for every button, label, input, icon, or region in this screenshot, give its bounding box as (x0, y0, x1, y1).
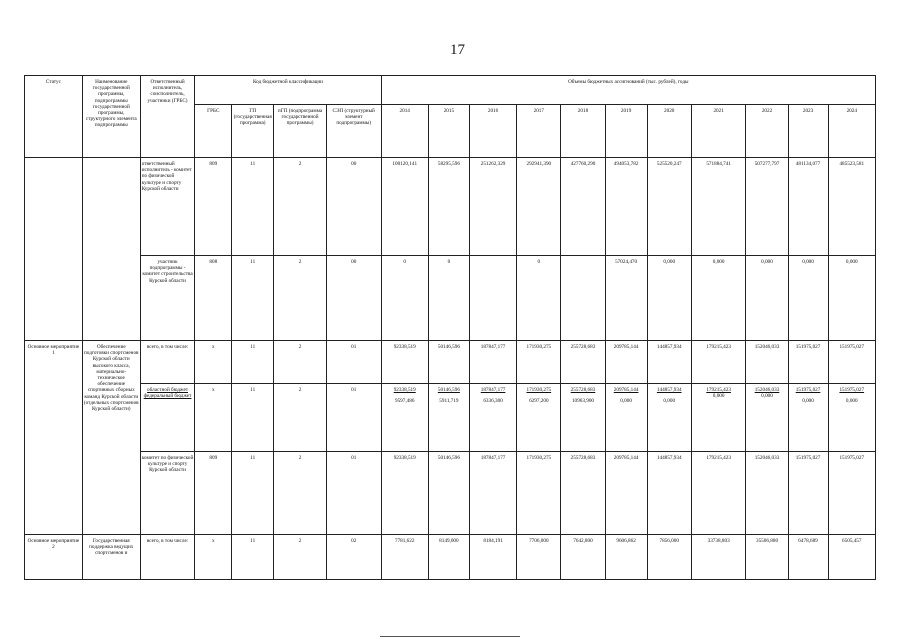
header-year: 2016 (469, 105, 516, 158)
cell-value: 0,000 (647, 256, 691, 341)
table-row (25, 341, 876, 384)
header-year: 2020 (647, 105, 691, 158)
value-line-1: 209785,144 (613, 387, 639, 393)
cell-executor: комитет по физической культуре и спорту Курской области (140, 452, 195, 535)
cell-value: 151975,027 (788, 341, 828, 384)
cell-value: 144857,934 (647, 341, 691, 384)
cell-value: 481134,077 (788, 158, 828, 256)
cell-gp: 11 (232, 384, 274, 452)
cell-pgp: 2 (274, 452, 327, 535)
value-line-2: 5911,719 (439, 398, 459, 405)
cell-pgp: 2 (274, 158, 327, 256)
value-line-2: 0,000 (845, 398, 858, 405)
cell-gp: 11 (232, 256, 274, 341)
cell-value: 152046,033 (746, 341, 788, 384)
table-row (25, 158, 876, 256)
cell-value (469, 256, 516, 341)
cell-value: 0 (428, 256, 469, 341)
cell-value: 179215,423 (691, 341, 746, 384)
cell-value: 292941,390 (517, 158, 561, 256)
table-row (25, 452, 876, 535)
cell-value: 33738,803 (691, 535, 746, 580)
header-year: 2023 (788, 105, 828, 158)
cell-value: 151975,027 (828, 452, 875, 535)
cell-gp: 11 (232, 341, 274, 384)
cell-value: 171930,275 (517, 452, 561, 535)
cell-gp: 11 (232, 452, 274, 535)
cell-status: Основное мероприятие 1 (25, 341, 83, 535)
cell-value: 209785,144 (605, 452, 647, 535)
header-volume-group: Объемы бюджетных ассигнований (тыс. рублей), годы (381, 76, 875, 105)
header-name: Наименование государственной программы, подпрограммы государственной программы, структурного элемента подпрограммы (82, 76, 140, 158)
cell-value (828, 384, 875, 452)
cell-value (746, 384, 788, 452)
value-line-1: 152046,033 (754, 387, 780, 393)
cell-executor-text: областной бюджет федеральный бюджет (143, 387, 192, 400)
cell-name (82, 158, 140, 341)
header-year: 2018 (561, 105, 605, 158)
cell-value (605, 384, 647, 452)
cell-value: 485523,581 (828, 158, 875, 256)
value-line-2: 0,000 (712, 393, 725, 400)
header-code: ГП (государственная программа) (232, 105, 274, 158)
header-year: 2014 (381, 105, 428, 158)
table-row (25, 384, 876, 452)
header-row-1 (25, 76, 876, 105)
value-line-1: 255728,683 (570, 387, 596, 393)
cell-pgp: 2 (274, 256, 327, 341)
cell-value: 151975,027 (788, 452, 828, 535)
cell-value (517, 384, 561, 452)
cell-name: Государственная поддержка ведущих спортсменов и (82, 535, 140, 580)
header-year: 2015 (428, 105, 469, 158)
cell-gp: 11 (232, 158, 274, 256)
cell-grbs: х (195, 535, 232, 580)
cell-value: 0 (517, 256, 561, 341)
page-number: 17 (450, 42, 465, 58)
cell-value: 151975,027 (828, 341, 875, 384)
cell-sep: 00 (326, 256, 381, 341)
value-line-2: 9597,486 (394, 398, 415, 405)
cell-grbs: 809 (195, 158, 232, 256)
value-line-2: 0,000 (761, 393, 773, 400)
cell-value (469, 384, 516, 452)
cell-value: 0,000 (746, 256, 788, 341)
cell-value: 251262,329 (469, 158, 516, 256)
cell-value: 427760,290 (561, 158, 605, 256)
cell-value: 0,000 (691, 256, 746, 341)
cell-sep: 01 (326, 452, 381, 535)
cell-grbs: 809 (195, 452, 232, 535)
value-line-1: 144857,934 (656, 387, 682, 393)
value-line-2: 6297,200 (529, 398, 549, 405)
cell-grbs: 808 (195, 256, 232, 341)
header-year: 2024 (828, 105, 875, 158)
value-line-2: 0,000 (663, 398, 676, 405)
cell-name: Обеспечение подготовки спортсменов Курской области высокого класса, материально-техническое обеспечение спортивных сборных команд Курской области (отдельных спортсменов Курской области) (82, 341, 140, 535)
header-status: Статус (25, 76, 83, 158)
cell-value: 92338,519 (381, 341, 428, 384)
cell-value: 92338,519 (381, 452, 428, 535)
cell-value: 7781,622 (381, 535, 428, 580)
cell-value: 525520,247 (647, 158, 691, 256)
cell-value (788, 384, 828, 452)
cell-value: 6478,689 (788, 535, 828, 580)
cell-gp: 11 (232, 535, 274, 580)
cell-status (25, 158, 83, 341)
cell-value (381, 384, 428, 452)
header-executor: Ответственный исполнитель, соисполнитель, участники (ГРБС) (140, 76, 195, 158)
budget-table (24, 75, 876, 580)
cell-value: 144857,934 (647, 452, 691, 535)
value-line-2: 6336,300 (483, 398, 503, 405)
cell-value: 187847,177 (469, 452, 516, 535)
cell-pgp: 2 (274, 535, 327, 580)
cell-value: 35506,880 (746, 535, 788, 580)
cell-value: 57024,470 (605, 256, 647, 341)
cell-value: 0 (381, 256, 428, 341)
cell-executor: всего, в том числе: (140, 341, 195, 384)
cell-value: 179215,423 (691, 452, 746, 535)
cell-value: 187847,177 (469, 341, 516, 384)
cell-value: 171930,275 (517, 341, 561, 384)
cell-sep: 01 (326, 341, 381, 384)
cell-executor (140, 384, 195, 452)
cell-pgp: 2 (274, 384, 327, 452)
value-line-1: 179215,423 (706, 387, 731, 393)
header-code: СЭП (структурный элемент подпрограммы) (326, 105, 381, 158)
cell-executor: ответственный исполнитель - комитет по физической культуре и спорту Курской области (140, 158, 195, 256)
value-line-1: 187847,177 (480, 387, 506, 393)
header-code: пГП (подпрограмма государственной программы) (274, 105, 327, 158)
table-row (25, 256, 876, 341)
value-line-1: 151975,027 (839, 387, 865, 393)
value-line-1: 171930,275 (526, 387, 552, 393)
cell-value: 50146,596 (428, 341, 469, 384)
cell-sep: 01 (326, 384, 381, 452)
cell-value (428, 384, 469, 452)
bottom-rule (380, 636, 520, 637)
cell-value (647, 384, 691, 452)
header-year: 2019 (605, 105, 647, 158)
cell-value (691, 384, 746, 452)
cell-value: 0,000 (788, 256, 828, 341)
table-row (25, 535, 876, 580)
cell-value: 255728,683 (561, 341, 605, 384)
cell-value: 100120,141 (381, 158, 428, 256)
cell-value: 494053,782 (605, 158, 647, 256)
cell-value: 7642,800 (561, 535, 605, 580)
cell-grbs: х (195, 341, 232, 384)
cell-value: 8149,000 (428, 535, 469, 580)
value-line-2: 10963,900 (571, 398, 594, 405)
cell-sep: 00 (326, 158, 381, 256)
value-line-1: 151975,027 (795, 387, 821, 393)
header-year: 2022 (746, 105, 788, 158)
cell-value: 6505,457 (828, 535, 875, 580)
cell-executor: участник подпрограммы - комитет строительства Курской области (140, 256, 195, 341)
cell-value: 8184,191 (469, 535, 516, 580)
cell-value: 50146,596 (428, 452, 469, 535)
cell-value: 7706,000 (517, 535, 561, 580)
cell-value: 209785,144 (605, 341, 647, 384)
cell-executor: всего, в том числе: (140, 535, 195, 580)
cell-value (561, 256, 605, 341)
cell-pgp: 2 (274, 341, 327, 384)
cell-value: 507277,797 (746, 158, 788, 256)
header-code-group: Код бюджетной классификации (195, 76, 381, 105)
value-line-1: 92338,519 (393, 387, 416, 393)
value-line-1: 50146,596 (437, 387, 460, 393)
cell-value: 152046,033 (746, 452, 788, 535)
cell-value: 0,000 (828, 256, 875, 341)
cell-value: 58295,596 (428, 158, 469, 256)
cell-value: 255728,683 (561, 452, 605, 535)
cell-value: 9606,862 (605, 535, 647, 580)
header-year: 2017 (517, 105, 561, 158)
cell-value (561, 384, 605, 452)
cell-grbs: х (195, 384, 232, 452)
cell-sep: 02 (326, 535, 381, 580)
header-code: ГРБС (195, 105, 232, 158)
header-year: 2021 (691, 105, 746, 158)
cell-value: 571884,741 (691, 158, 746, 256)
cell-status: Основное мероприятие 2 (25, 535, 83, 580)
value-line-2: 0,000 (802, 398, 814, 405)
value-line-2: 0,000 (620, 398, 632, 405)
cell-value: 7856,000 (647, 535, 691, 580)
